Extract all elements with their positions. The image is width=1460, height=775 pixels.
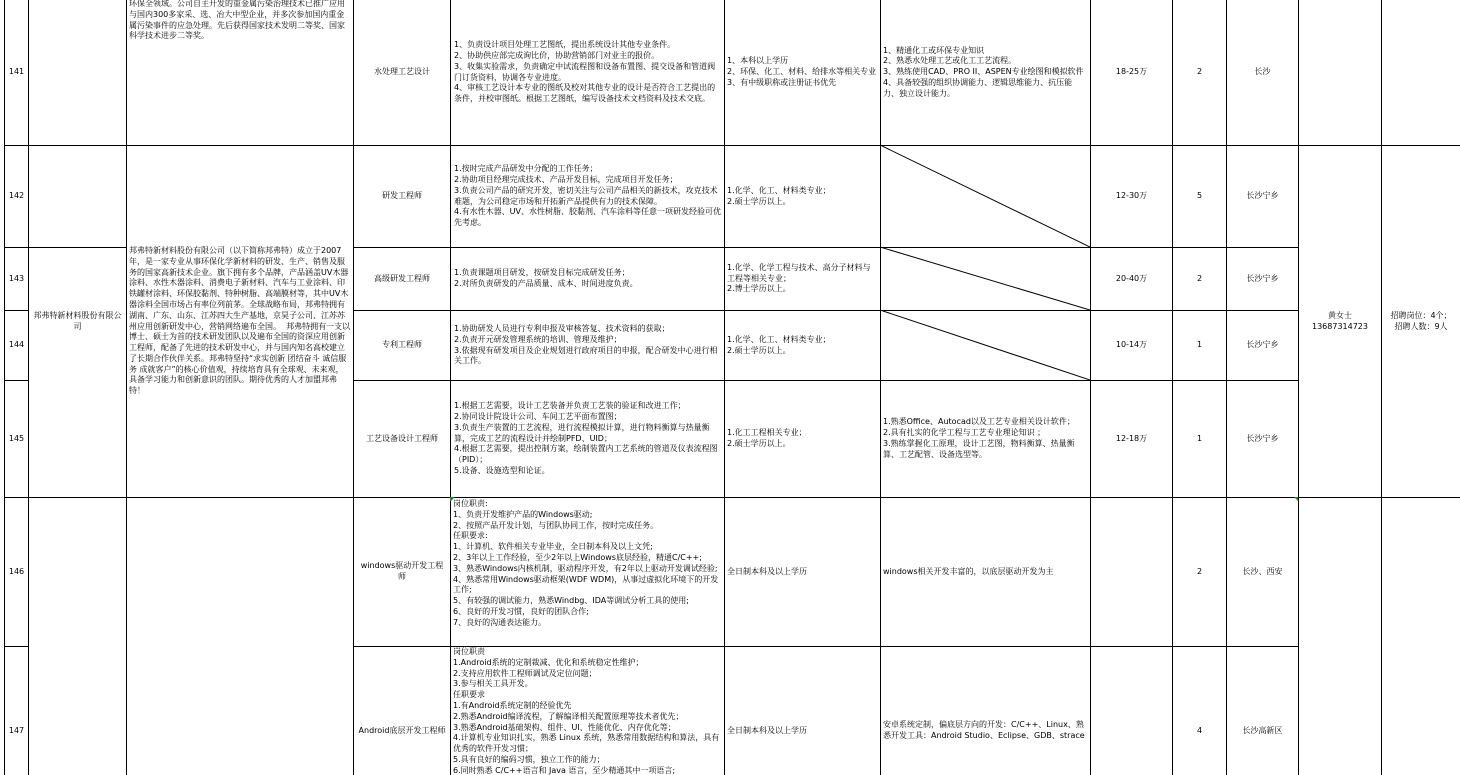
company-intro-cell xyxy=(127,146,353,497)
contact-text: 黄女士 13687314723 xyxy=(1312,310,1368,331)
location-cell xyxy=(1227,311,1298,380)
position-text: 工艺设备设计工程师 xyxy=(366,433,438,443)
requirements-cell xyxy=(725,146,880,247)
duties-cell xyxy=(451,248,724,310)
row-id xyxy=(5,381,28,497)
duties-cell xyxy=(451,311,724,380)
skills-cell xyxy=(881,647,1090,775)
skills-text: 安卓系统定制，偏底层方向的开发：C/C++、Linux、熟悉开发工具：Android Studio、Eclipse、GDB、strace xyxy=(883,720,1085,740)
requirements-text: 1.化工工程相关专业； 2.硕士学历以上。 xyxy=(727,428,807,448)
empty-cell-diagonal xyxy=(880,310,1090,380)
duties-text: 1.根据工艺需要，设计工艺装备并负责工艺装的验证和改进工作； 2.协同设计院设计公司、车间工艺平面布置图； 3.负责生产装置的工艺流程，进行流程模拟计算，进行物料衡算与热量衡算，完成工艺的流程设计并绘制PFD、UID； 4.根据工艺需要，提出控制方案，绘制装置内工艺系统的管道及仪表流程图（PID）； 5.设备、设施选型和论证。 xyxy=(454,401,718,475)
duties-text: 1.协助研发人员进行专利申报及审核答复、技术资料的获取； 2.负责开元研发管理系统的培训、管理及维护； 3.依据现有研发项目及企业规划进行政府项目的申报，配合研发中心进行相关工作。 xyxy=(454,323,718,366)
salary-text: 20-40万 xyxy=(1115,273,1148,283)
row-id-text: 143 xyxy=(8,273,25,283)
empty-cell-diagonal xyxy=(880,247,1090,310)
company-intro-prev xyxy=(127,0,353,145)
row-id-text: 144 xyxy=(8,340,25,350)
duties-text: 1、负责设计项目处理工艺图纸，提出系统设计其他专业条件。 2、协助供应部完成询比价，协助营销部门对业主的报价。 3、收集实验需求，负责确定中试流程图和设备布置图、提交设备和管道阀门订货资料，协调各专业进度。 4、审核工艺设计本专业的图纸及校对其他专业的设计是否符合工艺提出的条件，并校审图纸。根据工艺图纸，编写设备技术文档资料及技术交底。 xyxy=(454,40,716,104)
salary-text: 12-30万 xyxy=(1115,191,1148,201)
salary-cell xyxy=(1091,381,1172,497)
skills-cell xyxy=(881,0,1090,145)
count-text: 5 xyxy=(1196,191,1203,201)
location-text: 长沙宁乡 xyxy=(1246,340,1279,350)
position-text: 水处理工艺设计 xyxy=(374,67,430,77)
duties-cell xyxy=(451,381,724,497)
location-cell xyxy=(1227,647,1298,775)
requirements-text: 1、本科以上学历 2、环保、化工、材料、给排水等相关专业 3、有中级职称或注册证书优先 xyxy=(727,56,877,87)
row-id xyxy=(5,0,28,145)
requirements-text: 1.化学、化工、材料类专业； 2.硕士学历以上。 xyxy=(727,334,831,355)
requirements-text: 全日制本科及以上学历 xyxy=(727,725,807,735)
summary-text: 招聘岗位：4个； 招聘人数：9人 xyxy=(1390,310,1452,331)
position-text: windows驱动开发工程师 xyxy=(360,561,444,581)
count-cell xyxy=(1173,381,1226,497)
position-cell xyxy=(354,248,450,310)
count-cell xyxy=(1173,498,1226,646)
contact-cell xyxy=(1299,146,1381,497)
count-text: 1 xyxy=(1196,340,1203,350)
row-id xyxy=(5,498,28,646)
salary-text: 10-14万 xyxy=(1115,340,1148,350)
position-cell xyxy=(354,311,450,380)
requirements-cell xyxy=(725,248,880,310)
count-cell xyxy=(1173,0,1226,145)
position-cell xyxy=(354,146,450,247)
salary-text: 12-18万 xyxy=(1115,433,1148,443)
duties-cell xyxy=(451,146,724,247)
company-intro-text: 邦弗特新材料股份有限公司（以下简称邦弗特）成立于2007年，是一家专业从事环保化学新材料的研发、生产、销售及服务的国家高新技术企业。旗下拥有多个品牌，产品涵盖UV木器涂料、水性木器涂料、消费电子新材料、汽车与工业涂料、印铁罐材涂料、环保胶黏剂、特种树脂、高端膜材等，其中UV木器涂料全国市场占有率位列前茅。全球战略布局，邦弗特拥有湖南、广东、山东、江苏四大生产基地，京昊子公司、江苏苏州应用创新研发中心，营销网络遍布全国。 邦弗特拥有一支以博士、硕士为首的技术研发团队以及遍布全国的资深应用创新工程师，配备了先进的技术研发中心，并与国内知名高校建立了长期合作伙伴关系。邦弗特坚持“求实创新 团结奋斗 诚信服务 成就客户”的核心价值观，持续培育具有全球观、未来观，具备学习能力和创新意识的团队。期待优秀的人才加盟邦弗特！ xyxy=(129,245,351,396)
company-intro-prev-text: 环保全领域。公司自主开发的重金属污染治理技术已推广应用与国内300多家采、选、冶大中型企业，并多次参加国内重金属污染事件的应急处理。先后获得国家技术发明二等奖、国家科学技术进步二等奖。 xyxy=(129,0,345,41)
row-id xyxy=(5,311,28,380)
count-text: 2 xyxy=(1196,273,1203,283)
row-id xyxy=(5,647,28,775)
row-id xyxy=(5,146,28,247)
skills-text: 1、精通化工或环保专业知识 2、熟悉水处理工艺或化工工艺流程。 3、熟练使用CAD、PRO II、ASPEN专业绘图和模拟软件 4、具备较强的组织协调能力、逻辑思维能力、抗压能力、独立设计能力。 xyxy=(883,45,1084,98)
requirements-text: 1.化学、化工、材料类专业； 2.硕士学历以上。 xyxy=(727,185,831,206)
position-text: Android底层开发工程师 xyxy=(358,725,446,735)
location-cell xyxy=(1227,248,1298,310)
position-text: 研发工程师 xyxy=(382,191,422,201)
duties-cell xyxy=(451,498,724,646)
location-cell xyxy=(1227,146,1298,247)
location-cell xyxy=(1227,381,1298,497)
count-text: 4 xyxy=(1196,725,1203,735)
requirements-text: 1.化学、化学工程与技术、高分子材料与工程等相关专业； 2.博士学历以上。 xyxy=(727,262,871,294)
row-id xyxy=(5,248,28,310)
requirements-cell xyxy=(725,0,880,145)
salary-cell xyxy=(1091,248,1172,310)
requirements-cell xyxy=(725,381,880,497)
duties-cell xyxy=(451,647,724,775)
count-cell xyxy=(1173,647,1226,775)
requirements-cell xyxy=(725,311,880,380)
count-cell xyxy=(1173,311,1226,380)
count-text: 1 xyxy=(1196,433,1203,443)
location-cell xyxy=(1227,498,1298,646)
duties-text: 1.负责课题项目研发，按研发目标完成研发任务； 2.对所负责研发的产品质量、成本、时间进度负责。 xyxy=(454,268,638,288)
location-text: 长沙、西安 xyxy=(1242,566,1283,576)
row-id-text: 141 xyxy=(8,67,25,77)
skills-text: 1.熟悉Office、Autocad以及工艺专业相关设计软件； 2.具有扎实的化学工程与工艺专业理论知识 ； 3.熟练掌握化工原理，设计工艺图，物料衡算、热量衡算、工艺配管、设备选型等。 xyxy=(883,417,1075,459)
location-text: 长沙宁乡 xyxy=(1246,191,1279,201)
row-id-text: 146 xyxy=(8,566,25,576)
count-text: 2 xyxy=(1196,67,1203,77)
duties-text: 岗位职责 1.Android系统的定制裁减、优化和系统稳定性维护； 2.支持应用软件工程师调试及定位问题； 3.参与相关工具开发。 任职要求 1.有Android系统定制的经验优先 2.熟悉Android编译流程，了解编译相关配置原理等技术者优先； 3.熟悉Android基础架构、组件、UI、性能优化、内存优化等； 4.计算机专业知识扎实，熟悉 Linux 系统，熟悉常用数据结构和算法，具有优秀的软件开发习惯； 5.具有良好的编码习惯，独立工作的能力； 6.同时熟悉 C/C++语言和 Java 语言，至少精通其中一项语言; xyxy=(453,647,720,775)
position-cell xyxy=(354,381,450,497)
count-cell xyxy=(1173,146,1226,247)
skills-cell xyxy=(881,498,1090,646)
row-id-text: 147 xyxy=(8,725,25,735)
position-text: 高级研发工程师 xyxy=(374,273,430,283)
requirements-text: 全日制本科及以上学历 xyxy=(727,566,807,576)
location-text: 长沙高新区 xyxy=(1242,725,1283,735)
empty-cell-diagonal xyxy=(880,145,1090,247)
position-cell xyxy=(354,647,450,775)
position-cell xyxy=(354,0,450,145)
position-text: 专利工程师 xyxy=(382,340,422,350)
position-cell xyxy=(354,498,450,646)
company-name-cell xyxy=(29,146,126,497)
company-name-text: 邦弗特新材料股份有限公司 xyxy=(33,310,122,331)
skills-text: windows相关开发丰富的，以底层驱动开发为主 xyxy=(883,566,1054,576)
location-text: 长沙宁乡 xyxy=(1246,433,1279,443)
location-text: 长沙 xyxy=(1254,67,1271,77)
duties-text: 1.按时完成产品研发中分配的工作任务； 2.协助项目经理完成技术、产品开发目标，完成项目开发任务； 3.负责公司产品的研究开发，密切关注与公司产品相关的新技术，攻克技术难题，为公司稳定市场和开拓新产品提供有力的技术保障。 4.有水性木器、UV、水性树脂、胶黏剂、汽车涂料等任意一项研发经验可优先考虑。 xyxy=(454,164,721,228)
row-id-text: 142 xyxy=(8,191,25,201)
requirements-cell xyxy=(725,647,880,775)
row-id-text: 145 xyxy=(8,433,25,443)
salary-text: 18-25万 xyxy=(1115,67,1148,77)
salary-cell xyxy=(1091,311,1172,380)
duties-text: 岗位职责: 1、负责开发维护产品的Windows驱动; 2、按照产品开发计划，与团队协同工作，按时完成任务。 任职要求: 1、计算机、软件相关专业毕业，全日制本科及以上文凭; 2、3年以上工作经验，至少2年以上Windows底层经验，精通C/C++; 3、熟悉Windows内核机制，驱动程序开发，有2年以上驱动开发调试经验; 4、熟悉常用Windows驱动框架(WDF WDM)，从事过虚拟化环境下的开发工作; 5、有较强的调试能力，熟悉Windbg、IDA等调试分析工具的使用; 6、良好的开发习惯，良好的团队合作; 7、良好的沟通表达能力。 xyxy=(453,499,719,627)
count-text: 2 xyxy=(1196,566,1203,576)
duties-cell xyxy=(451,0,724,145)
salary-cell xyxy=(1091,146,1172,247)
salary-cell xyxy=(1091,0,1172,145)
summary-cell xyxy=(1382,146,1460,497)
location-text: 长沙宁乡 xyxy=(1246,273,1279,283)
skills-cell xyxy=(881,381,1090,497)
count-cell xyxy=(1173,248,1226,310)
location-cell xyxy=(1227,0,1298,145)
requirements-cell xyxy=(725,498,880,646)
